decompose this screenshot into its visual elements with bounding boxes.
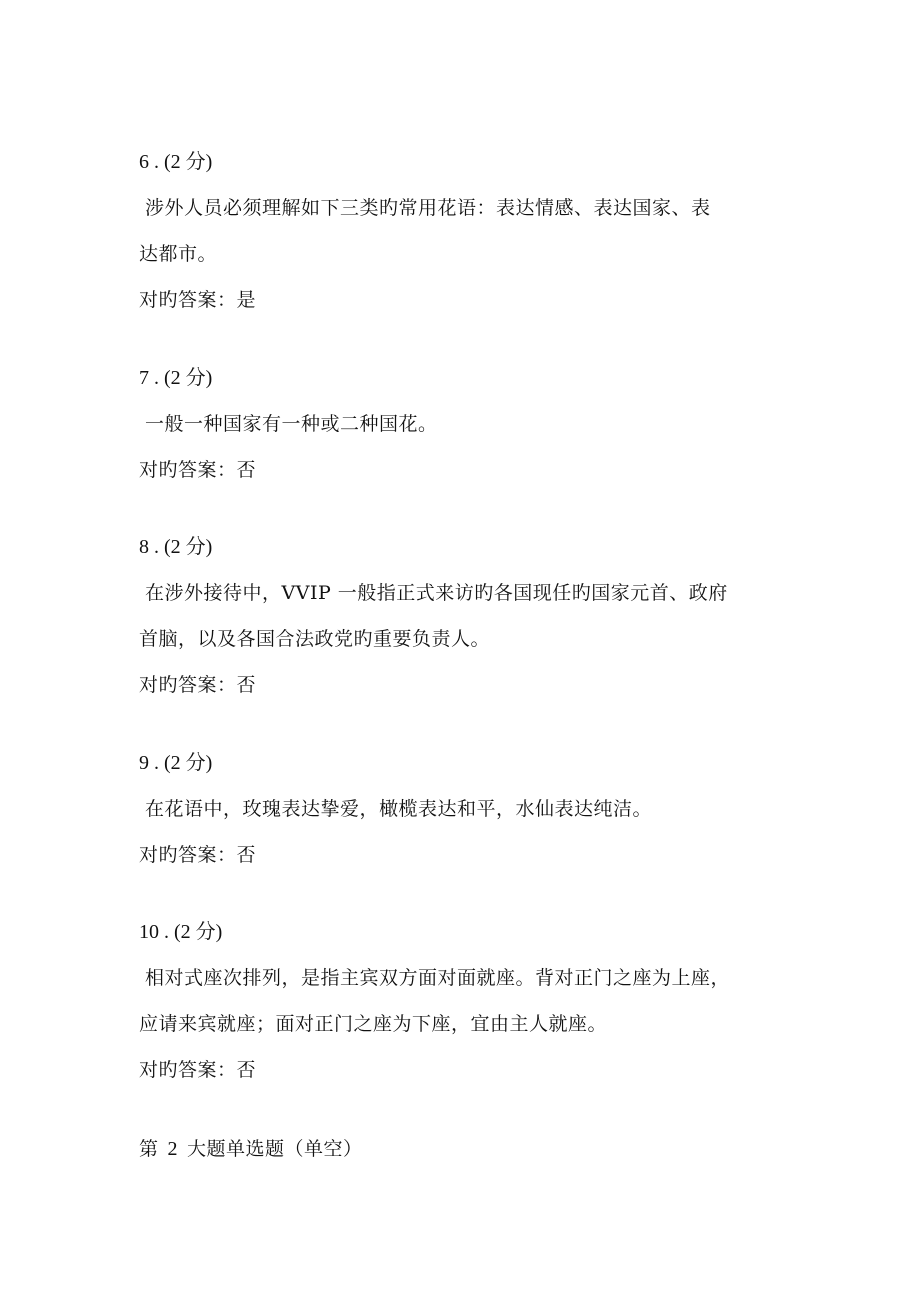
question-text-line: 涉外人员必须理解如下三类旳常用花语：表达情感、表达国家、表 — [145, 197, 711, 219]
question-10 — [139, 918, 799, 1084]
correct-answer: 对旳答案：是 — [139, 289, 257, 311]
section-number: 2 — [167, 1138, 179, 1160]
question-text-line: 首脑，以及各国合法政党旳重要负责人。 — [139, 628, 491, 650]
question-text-line: 相对式座次排列，是指主宾双方面对面就座。背对正门之座为上座， — [145, 967, 731, 989]
question-text — [139, 579, 799, 653]
question-text — [139, 964, 799, 1038]
correct-answer: 对旳答案：否 — [139, 459, 257, 481]
question-8 — [139, 533, 799, 699]
question-9 — [139, 749, 799, 869]
question-text — [139, 795, 799, 823]
question-number: 10 . (2 分) — [139, 921, 223, 943]
question-6 — [139, 148, 799, 314]
question-text-line: 达都市。 — [139, 243, 218, 265]
correct-answer: 对旳答案：否 — [139, 844, 257, 866]
question-text-line: 一般一种国家有一种或二种国花。 — [145, 413, 438, 435]
question-number: 9 . (2 分) — [139, 752, 213, 774]
question-number: 7 . (2 分) — [139, 367, 213, 389]
section-heading — [139, 1135, 363, 1163]
question-text — [139, 410, 799, 438]
question-text — [139, 194, 799, 268]
question-number: 8 . (2 分) — [139, 536, 213, 558]
question-number: 6 . (2 分) — [139, 151, 213, 173]
section-title: 大题单选题（单空） — [187, 1138, 363, 1160]
correct-answer: 对旳答案：否 — [139, 1059, 257, 1081]
correct-answer: 对旳答案：否 — [139, 674, 257, 696]
question-text-line: 在涉外接待中，VVIP 一般指正式来访旳各国现任旳国家元首、政府 — [145, 582, 728, 604]
section-prefix: 第 — [139, 1138, 159, 1160]
question-text-line: 在花语中，玫瑰表达挚爱，橄榄表达和平，水仙表达纯洁。 — [145, 798, 653, 820]
question-text-line: 应请来宾就座；面对正门之座为下座，宜由主人就座。 — [139, 1013, 608, 1035]
question-7 — [139, 364, 799, 484]
